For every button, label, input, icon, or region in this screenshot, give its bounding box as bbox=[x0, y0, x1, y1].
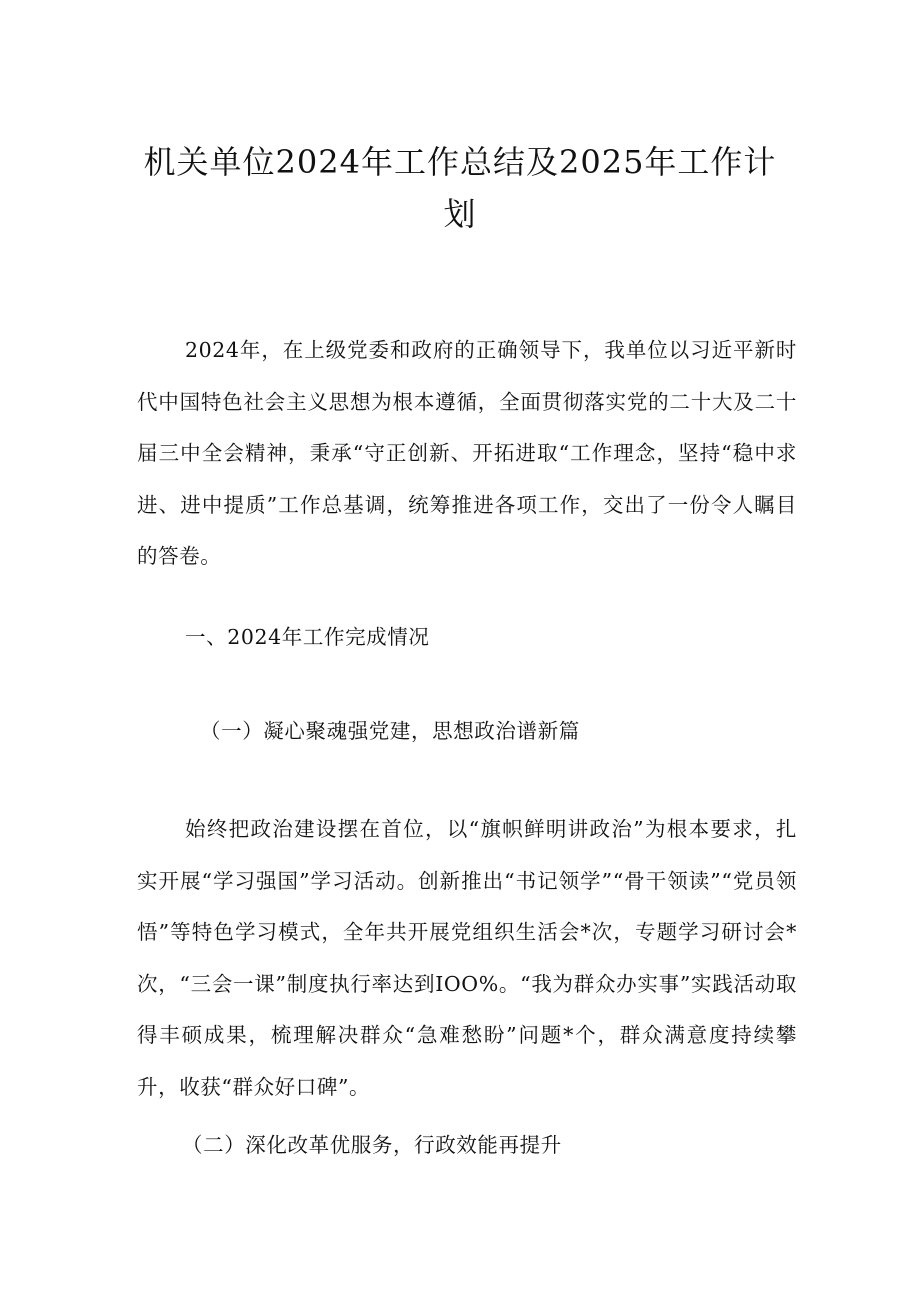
document-title-line2: 划 bbox=[443, 195, 477, 233]
intro-paragraph: 2024年，在上级党委和政府的正确领导下，我单位以习近平新时代中国特色社会主义思想为根本遵循，全面贯彻落实党的二十大及二十届三中全会精神，秉承“守正创新、开拓进取“工作理念，坚持“稳中求进、进中提质”工作总基调，统筹推进各项工作，交出了一份令人瞩目的答卷。 bbox=[137, 338, 797, 568]
subsection1-paragraph: 始终把政治建设摆在首位，以“旗帜鲜明讲政治”为根本要求，扎实开展“学习强国”学习活动。创新推出“书记领学”“骨干领读”“党员领悟”等特色学习模式，全年共开展党组织生活会*次，专题学习研讨会*次，“三会一课”制度执行率达到IOO%。“我为群众办实事”实践活动取得丰硕成果，梳理解决群众“急难愁盼”问题*个，群众满意度持续攀升，收获“群众好口碑”。 bbox=[137, 817, 797, 1099]
section1-heading: 一、2024年工作完成情况 bbox=[185, 625, 430, 649]
document-title-line1: 机关单位2024年工作总结及2025年工作计 bbox=[143, 143, 777, 181]
document-title bbox=[130, 138, 790, 238]
subsection1-heading: （一）凝心聚魂强党建，思想政治谱新篇 bbox=[200, 719, 580, 743]
subsection2-heading: （二）深化改革优服务，行政效能再提升 bbox=[182, 1133, 562, 1157]
